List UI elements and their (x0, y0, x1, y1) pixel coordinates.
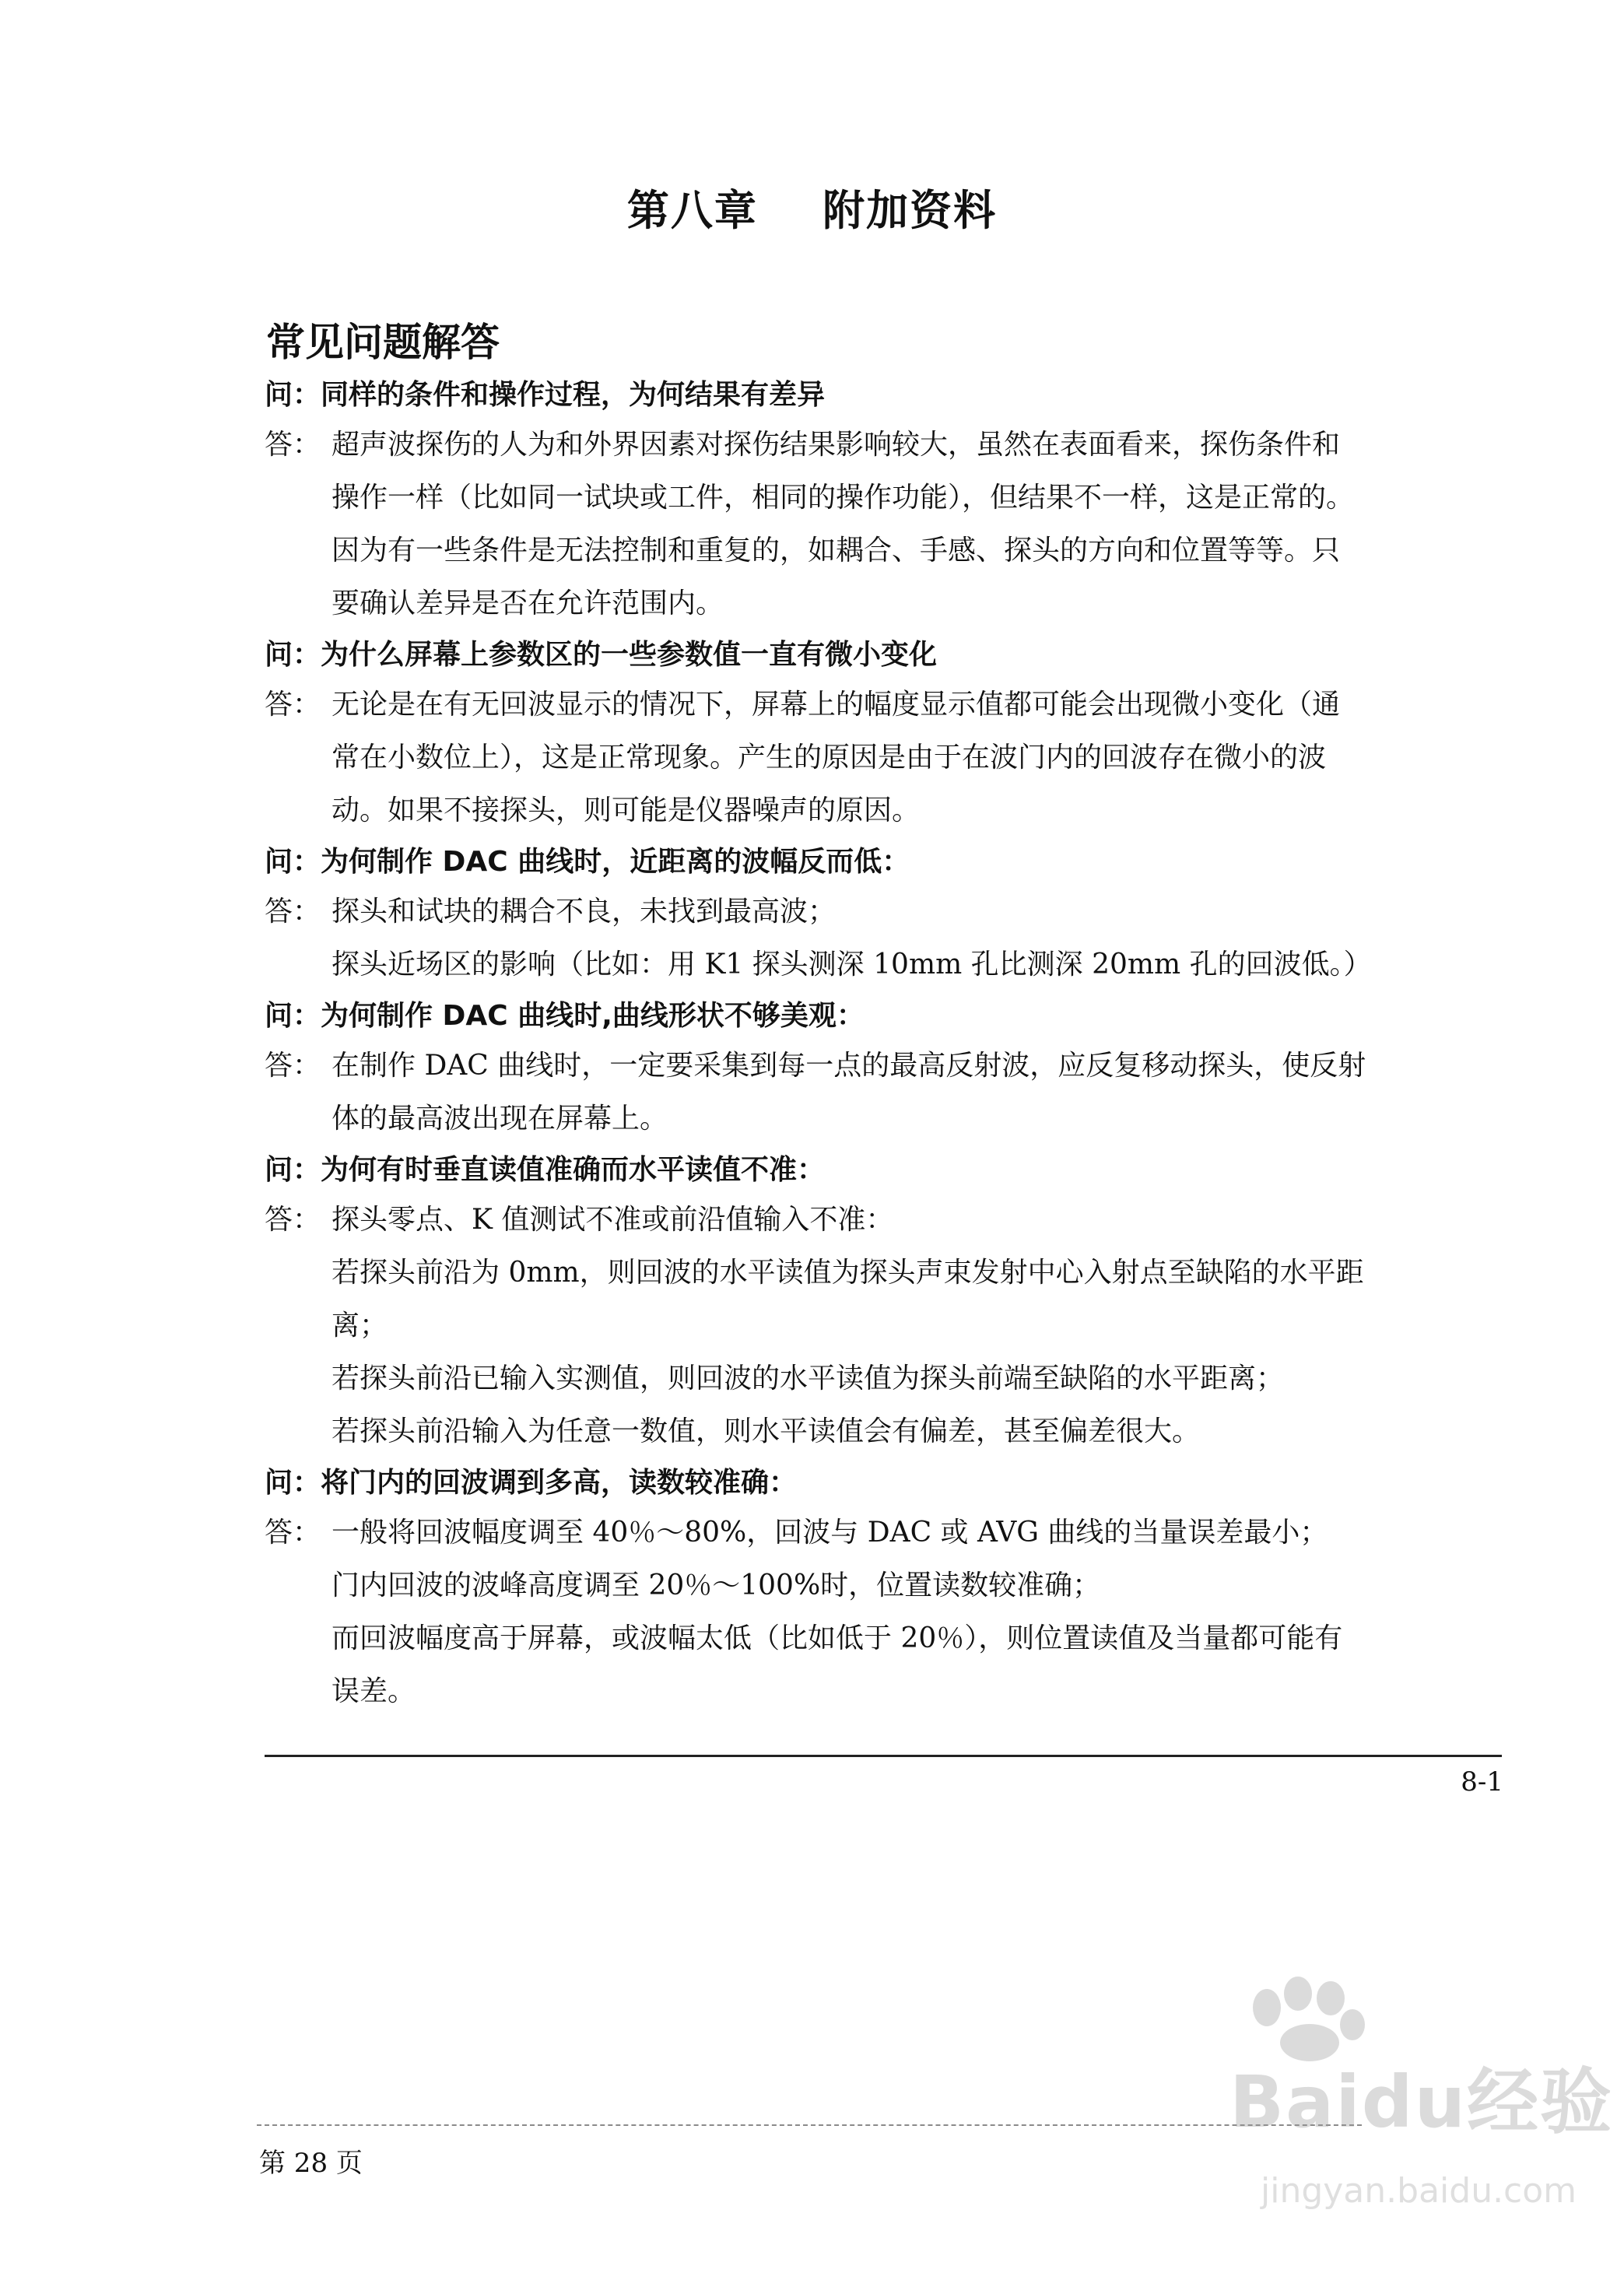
faq-answer (265, 1507, 1502, 1718)
answer-marker: 答： (265, 429, 321, 461)
answer-line: 超声波探伤的人为和外界因素对探伤结果影响较大，虽然在表面看来，探伤条件和 (331, 429, 1341, 461)
page-reference: 8-1 (1461, 1766, 1503, 1798)
faq-question: 问：为何制作 DAC 曲线时,曲线形状不够美观： (265, 1000, 865, 1032)
answer-line: 若探头前沿输入为任意一数值，则水平读值会有偏差，甚至偏差很大。 (331, 1415, 1201, 1447)
faq-list (265, 372, 1502, 1720)
chapter-title: 第八章 附加资料 (626, 186, 998, 235)
faq-question: 问：为何有时垂直读值准确而水平读值不准： (265, 1154, 826, 1186)
answer-marker: 答： (265, 1517, 321, 1549)
faq-answer (265, 679, 1502, 837)
answer-line: 要确认差异是否在允许范围内。 (331, 588, 724, 619)
faq-answer (265, 419, 1502, 630)
answer-line: 探头和试块的耦合不良，未找到最高波； (331, 896, 837, 928)
answer-line: 体的最高波出现在屏幕上。 (331, 1103, 668, 1135)
answer-line: 离； (331, 1310, 388, 1342)
faq-question: 问：为何制作 DAC 曲线时，近距离的波幅反而低： (265, 846, 910, 878)
faq-question: 问：为什么屏幕上参数区的一些参数值一直有微小变化 (265, 639, 938, 671)
answer-line: 动。如果不接探头，则可能是仪器噪声的原因。 (331, 794, 921, 826)
answer-line: 探头近场区的影响（比如：用 K1 探头测深 10mm 孔比测深 20mm 孔的回波低。） (331, 949, 1372, 980)
answer-line: 误差。 (331, 1675, 416, 1707)
watermark-url: jingyan.baidu.com (1261, 2171, 1577, 2211)
watermark-text: Baidu经验 (1229, 2061, 1614, 2144)
answer-line: 若探头前沿为 0mm，则回波的水平读值为探头声束发射中心入射点至缺陷的水平距 (331, 1257, 1364, 1289)
page-number: 第 28 页 (259, 2148, 363, 2179)
answer-marker: 答： (265, 689, 321, 721)
answer-body (331, 419, 1502, 630)
bottom-rule (265, 1755, 1502, 1757)
answer-marker: 答： (265, 1204, 321, 1236)
answer-line: 因为有一些条件是无法控制和重复的，如耦合、手感、探头的方向和位置等等。只 (331, 535, 1341, 566)
answer-line: 操作一样（比如同一试块或工件，相同的操作功能），但结果不一样，这是正常的。 (331, 482, 1355, 514)
answer-body (331, 1040, 1502, 1145)
answer-line: 探头零点、K 值测试不准或前沿值输入不准： (331, 1204, 894, 1236)
answer-body (331, 1194, 1502, 1458)
answer-body (331, 886, 1502, 991)
answer-line: 无论是在有无回波显示的情况下，屏幕上的幅度显示值都可能会出现微小变化（通 (331, 689, 1341, 721)
answer-body (331, 1507, 1502, 1718)
answer-marker: 答： (265, 1050, 321, 1082)
faq-answer (265, 886, 1502, 991)
answer-line: 门内回波的波峰高度调至 20％～100%时，位置读数较准确； (331, 1570, 1101, 1601)
section-title: 常见问题解答 (266, 320, 500, 365)
answer-line: 在制作 DAC 曲线时，一定要采集到每一点的最高反射波，应反复移动探头，使反射 (331, 1050, 1366, 1082)
answer-line: 而回波幅度高于屏幕，或波幅太低（比如低于 20％），则位置读值及当量都可能有 (331, 1622, 1343, 1654)
faq-answer (265, 1040, 1502, 1145)
answer-body (331, 679, 1502, 837)
faq-question: 问：将门内的回波调到多高，读数较准确： (265, 1467, 798, 1499)
faq-answer (265, 1194, 1502, 1458)
answer-line: 一般将回波幅度调至 40％～80%，回波与 DAC 或 AVG 曲线的当量误差最小； (331, 1517, 1328, 1549)
baidu-watermark (1152, 1977, 1614, 2233)
answer-marker: 答： (265, 896, 321, 928)
answer-line: 常在小数位上），这是正常现象。产生的原因是由于在波门内的回波存在微小的波 (331, 742, 1327, 773)
answer-line: 若探头前沿已输入实测值，则回波的水平读值为探头前端至缺陷的水平距离； (331, 1363, 1285, 1394)
faq-question: 问：同样的条件和操作过程，为何结果有差异 (265, 379, 826, 411)
